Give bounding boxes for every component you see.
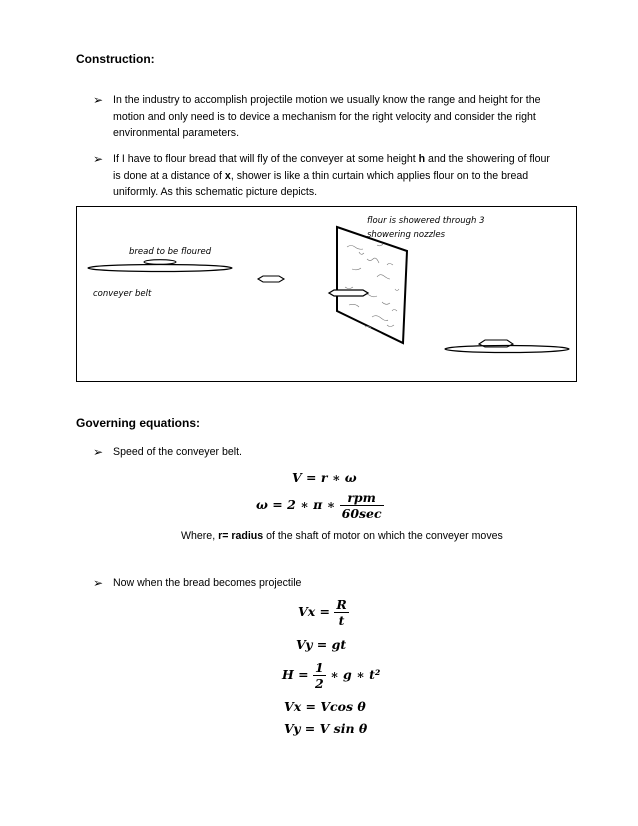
denominator: 2 [315, 676, 324, 691]
text-run: and the showering of flour [425, 153, 550, 165]
bullet-line [113, 168, 583, 185]
label-conveyer-belt: conveyer belt [93, 289, 152, 299]
equation-h [282, 660, 380, 691]
where-line [181, 528, 503, 545]
equation-vy-sin: Vy = V sin θ [284, 721, 368, 736]
bold-radius: r= radius [218, 530, 264, 542]
bullet-arrow-icon: ➢ [93, 576, 104, 590]
bullet-line [113, 151, 583, 168]
conveyer-belt-left [88, 265, 232, 272]
equation-lhs: H = [282, 667, 309, 682]
schematic-drawing [77, 207, 576, 381]
construction-heading: Construction: [76, 52, 155, 66]
equation-lhs: Vx = [298, 604, 330, 619]
denominator: 60sec [341, 506, 382, 521]
equation-vx-cos: Vx = Vcos θ [284, 699, 366, 714]
bold-x: x [224, 169, 231, 182]
construction-bullet-1 [113, 92, 573, 142]
bullet-line: motion and only need is to device a mechanism for the right velocity and consider the right [113, 110, 536, 123]
bullet-arrow-icon: ➢ [93, 445, 104, 459]
governing-heading: Governing equations: [76, 416, 201, 430]
fraction [313, 660, 326, 691]
label-flour-line-2: showering nozzles [367, 230, 446, 240]
equation-v: V = r ∗ ω [292, 470, 357, 485]
equation-vx [298, 597, 349, 628]
label-bread: bread to be floured [129, 247, 212, 257]
label-flour-line-1: flour is showered through 3 [367, 216, 485, 226]
equation-lhs: ω = 2 ∗ π ∗ [256, 497, 336, 512]
bullet-line: uniformly. As this schematic picture depicts. [113, 186, 318, 199]
bold-h: h [418, 153, 426, 165]
numerator: rpm [340, 490, 384, 506]
text-run: , shower is like a thin curtain which applies flour on to the bread [230, 169, 529, 182]
equation-rhs: ∗ g ∗ t² [330, 667, 381, 682]
construction-bullet-2 [113, 151, 583, 201]
bread-in-flight [258, 276, 284, 282]
denominator: t [338, 613, 345, 628]
text-run: If I have to flour bread that will fly of the conveyer at some height [113, 153, 419, 165]
governing-bullet-2: Now when the bread becomes projectile [113, 577, 302, 589]
equation-vy: Vy = gt [296, 637, 347, 652]
bullet-arrow-icon: ➢ [93, 152, 104, 166]
numerator: 1 [315, 660, 324, 675]
text-run: is done at a distance of [113, 169, 225, 182]
fraction [334, 597, 348, 628]
numerator: R [336, 597, 347, 612]
text-run: of the shaft of motor on which the conveyer moves [263, 530, 503, 542]
bread-at-curtain [329, 290, 368, 296]
bullet-line: environmental parameters. [113, 127, 240, 140]
text-run: Where, [181, 530, 219, 542]
schematic-diagram [76, 206, 577, 382]
bullet-arrow-icon: ➢ [93, 93, 104, 107]
bread-on-belt [144, 260, 176, 265]
bullet-line: In the industry to accomplish projectile motion we usually know the range and height for the [113, 94, 541, 106]
fraction [340, 490, 384, 521]
governing-bullet-1: Speed of the conveyer belt. [113, 446, 242, 458]
flour-curtain [337, 227, 407, 343]
equation-omega [256, 490, 384, 521]
